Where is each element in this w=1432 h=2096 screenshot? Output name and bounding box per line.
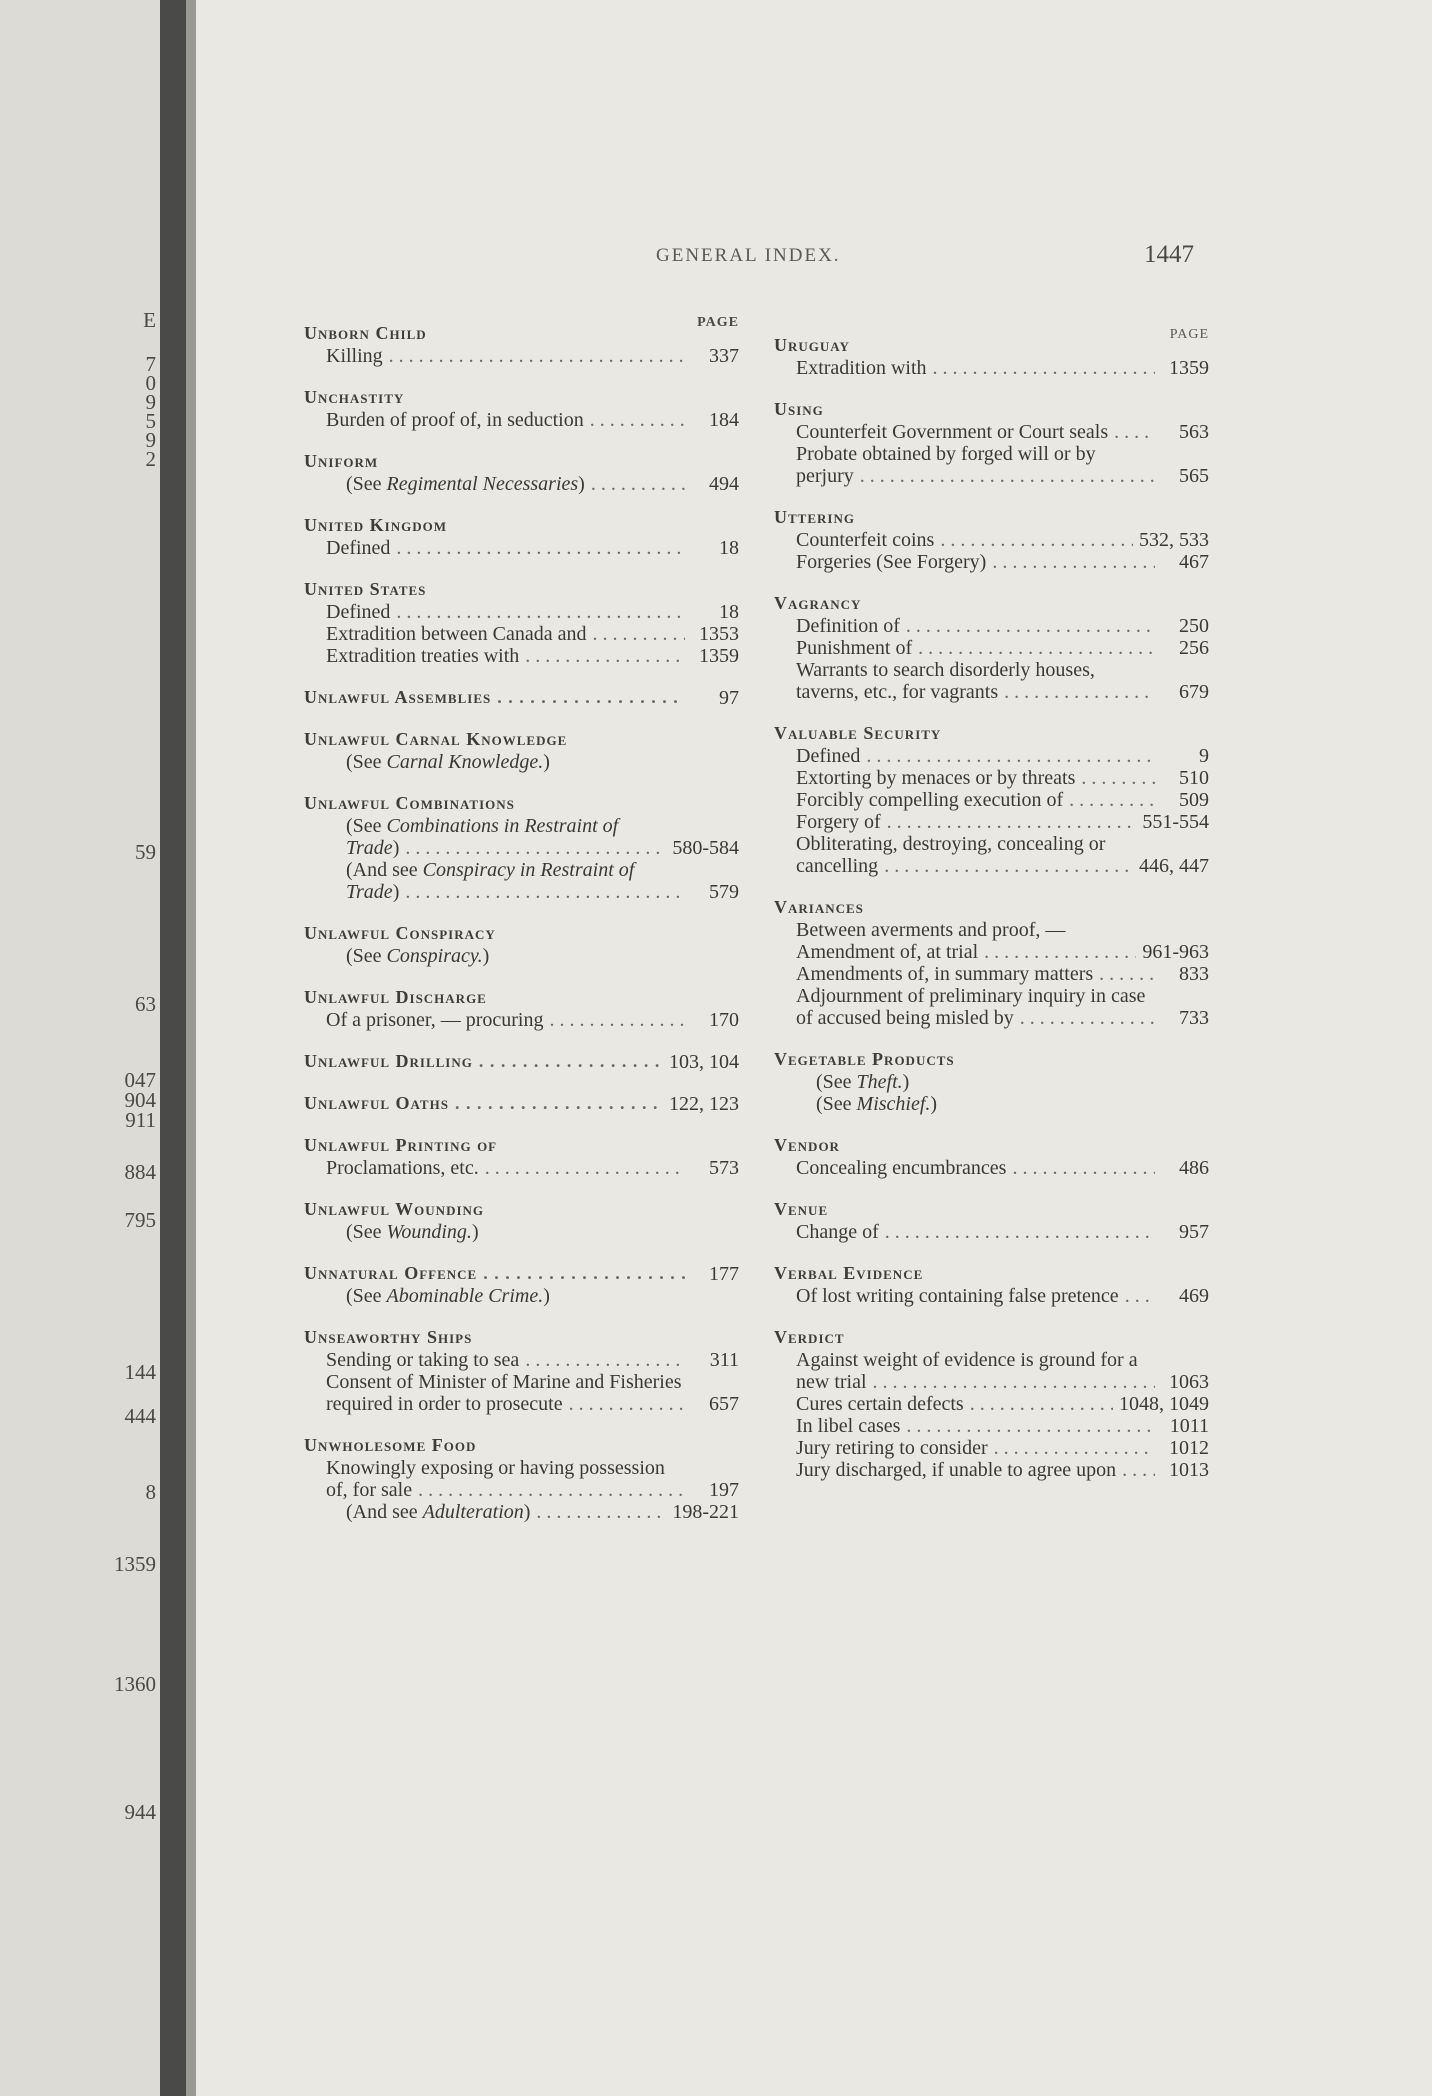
- see-suffix: ): [392, 881, 400, 903]
- subentry-text: Forgery of . . .: [796, 811, 1136, 833]
- subentry-text: Counterfeit coins . . .: [796, 529, 1133, 551]
- index-entry: [304, 321, 739, 367]
- index-subentry: [326, 409, 739, 431]
- index-heading: Unlawful Printing of: [304, 1135, 498, 1155]
- index-heading: Unlawful Discharge: [304, 987, 487, 1007]
- index-heading-row: [304, 1091, 739, 1115]
- index-subentry: [796, 659, 1209, 703]
- see-reference: [346, 859, 739, 903]
- see-target: Mischief.: [856, 1093, 931, 1115]
- see-target: Regimental Necessaries: [386, 473, 579, 495]
- index-subentry: [796, 811, 1209, 833]
- subentry-text: Against weight of evidence is ground for a new trial . . .: [796, 1349, 1155, 1393]
- index-subentry: [796, 529, 1209, 551]
- see-reference: [346, 1221, 739, 1243]
- subentry-text: Forgeries (See Forgery) . . .: [796, 551, 1155, 573]
- left-page-fragment: 63: [135, 992, 156, 1016]
- index-entry: [304, 1325, 739, 1415]
- left-page-fragment: E: [143, 308, 156, 332]
- see-suffix: ): [543, 751, 550, 773]
- index-entry: [304, 1261, 739, 1307]
- see-target: Wounding.: [386, 1221, 472, 1243]
- subentry-text: Change of . . .: [796, 1221, 1155, 1243]
- see-prefix: (See: [816, 1093, 857, 1115]
- left-page-fragment: 911: [125, 1108, 156, 1132]
- subentry-text: Defined . . .: [326, 601, 685, 623]
- page-reference: 509: [1155, 789, 1209, 811]
- index-heading: Unlawful Wounding: [304, 1199, 485, 1219]
- index-entry: [304, 1197, 739, 1243]
- see-suffix: ): [902, 1071, 910, 1093]
- page-number: 1447: [1144, 241, 1194, 268]
- index-heading: United States: [304, 579, 427, 599]
- index-entry: [304, 1433, 739, 1523]
- page-reference: 197: [685, 1479, 739, 1501]
- index-entry: [774, 333, 1209, 379]
- see-target: Carnal Knowledge.: [386, 751, 544, 773]
- index-subentry: [796, 919, 1209, 963]
- see-reference-text: [816, 1093, 1209, 1115]
- index-subentry: [326, 1349, 739, 1371]
- subentry-text: Between averments and proof, — Amendment of, at trial . . .: [796, 919, 1136, 963]
- page-reference: 1359: [1155, 357, 1209, 379]
- index-heading: Unwholesome Food: [304, 1435, 477, 1455]
- page-reference: 565: [1155, 465, 1209, 487]
- see-target: Conspiracy in Restraint of Trade: [346, 859, 635, 903]
- subentry-text: Extradition between Canada and . . .: [326, 623, 685, 645]
- index-heading: Unlawful Drilling . . .: [304, 1049, 663, 1073]
- index-heading: Unlawful Assemblies . . .: [304, 685, 685, 709]
- page-reference: 1353: [685, 623, 739, 645]
- subentry-text: Jury discharged, if unable to agree upon . . .: [796, 1459, 1155, 1481]
- see-suffix: ): [392, 837, 400, 859]
- subentry-text: Of lost writing containing false pretence . . .: [796, 1285, 1155, 1307]
- page-column-label: PAGE: [697, 315, 739, 330]
- subentry-text: Warrants to search disorderly houses, taverns, etc., for vagrants . . .: [796, 659, 1155, 703]
- index-entry: [774, 721, 1209, 877]
- left-page-fragment: 047: [124, 1068, 156, 1092]
- index-heading: Unlawful Carnal Knowledge: [304, 729, 568, 749]
- page-reference: 97: [685, 687, 739, 709]
- subentry-text: Adjournment of preliminary inquiry in case of accused being misled by . . .: [796, 985, 1155, 1029]
- see-suffix: ): [523, 1501, 531, 1523]
- index-subentry: [796, 789, 1209, 811]
- index-subentry: [796, 615, 1209, 637]
- page-column-label: PAGE: [1169, 327, 1209, 342]
- see-prefix: (See: [346, 751, 387, 773]
- see-reference-text: [346, 945, 739, 967]
- index-heading: United Kingdom: [304, 515, 448, 535]
- subentry-text: Punishment of . . .: [796, 637, 1155, 659]
- see-suffix: ): [930, 1093, 938, 1115]
- index-heading: Unchastity: [304, 387, 405, 407]
- page-reference: 510: [1155, 767, 1209, 789]
- page-reference: 494: [685, 473, 739, 495]
- see-reference: [346, 473, 739, 495]
- index-heading: Verdict: [774, 1327, 845, 1347]
- index-subentry: [796, 1221, 1209, 1243]
- index-heading: Uruguay: [774, 335, 850, 355]
- index-subentry: [796, 1157, 1209, 1179]
- subentry-text: Burden of proof of, in seduction . . .: [326, 409, 685, 431]
- index-column-right: [774, 315, 1209, 1499]
- index-heading: Venue: [774, 1199, 829, 1219]
- see-reference: [816, 1071, 1209, 1093]
- index-entry: [304, 513, 739, 559]
- book-gutter-shadow: [186, 0, 196, 2096]
- page-reference: 250: [1155, 615, 1209, 637]
- subentry-text: Extradition treaties with . . .: [326, 645, 685, 667]
- index-entry: [304, 449, 739, 495]
- index-heading: Unnatural Offence . . .: [304, 1261, 685, 1285]
- page-reference: 18: [685, 537, 739, 559]
- page-reference: 1011: [1155, 1415, 1209, 1437]
- index-subentry: [326, 345, 739, 367]
- index-entry: [774, 591, 1209, 703]
- subentry-text: Consent of Minister of Marine and Fisheries required in order to prosecute . . .: [326, 1371, 685, 1415]
- index-subentry: [326, 1457, 739, 1501]
- index-heading: Unborn Child: [304, 323, 427, 343]
- see-reference-text: [346, 815, 666, 859]
- left-page-fragment: 944: [124, 1800, 156, 1824]
- page-reference: 9: [1155, 745, 1209, 767]
- index-subentry: [796, 443, 1209, 487]
- index-subentry: [796, 1437, 1209, 1459]
- index-heading: Unlawful Oaths . . .: [304, 1091, 663, 1115]
- page-reference: 957: [1155, 1221, 1209, 1243]
- subentry-text: Of a prisoner, — procuring . . .: [326, 1009, 685, 1031]
- see-target: Adulteration: [422, 1501, 524, 1523]
- index-subentry: [796, 745, 1209, 767]
- index-subentry: [796, 985, 1209, 1029]
- see-reference-text: [346, 751, 739, 773]
- page-reference: 532, 533: [1133, 529, 1209, 551]
- left-page-edge: [0, 0, 160, 2096]
- index-heading: Vegetable Products: [774, 1049, 955, 1069]
- subentry-text: Killing . . .: [326, 345, 685, 367]
- running-title: GENERAL INDEX.: [656, 245, 841, 266]
- left-page-fragment: 2: [145, 447, 156, 471]
- index-heading-row: [304, 685, 739, 709]
- left-page-fragment: 795: [124, 1208, 156, 1232]
- see-reference-text: [346, 1501, 666, 1523]
- index-subentry: [326, 1371, 739, 1415]
- page-reference: 679: [1155, 681, 1209, 703]
- index-subentry: [796, 1349, 1209, 1393]
- index-heading: Unlawful Combinations: [304, 793, 515, 813]
- index-heading: Variances: [774, 897, 864, 917]
- see-target: Theft.: [856, 1071, 903, 1093]
- index-entry: [774, 1133, 1209, 1179]
- page-reference: 1012: [1155, 1437, 1209, 1459]
- page-reference: 580-584: [666, 837, 739, 859]
- book-gutter: [160, 0, 186, 2096]
- page-reference: 337: [685, 345, 739, 367]
- left-page-fragment: 9: [145, 390, 156, 414]
- index-subentry: [796, 1393, 1209, 1415]
- index-entry: [774, 505, 1209, 573]
- index-entry: [304, 385, 739, 431]
- see-prefix: (See: [346, 1285, 387, 1307]
- index-heading: Unseaworthy Ships: [304, 1327, 473, 1347]
- left-page-fragment: 1360: [114, 1672, 156, 1696]
- index-entry: [774, 1197, 1209, 1243]
- subentry-text: Proclamations, etc. . . .: [326, 1157, 685, 1179]
- subentry-text: Obliterating, destroying, concealing or cancelling . . .: [796, 833, 1133, 877]
- index-subentry: [796, 421, 1209, 443]
- page-reference: 1048, 1049: [1113, 1393, 1209, 1415]
- see-suffix: ): [578, 473, 585, 495]
- left-page-fragment: 444: [124, 1404, 156, 1428]
- index-subentry: [796, 767, 1209, 789]
- index-subentry: [796, 551, 1209, 573]
- index-heading: Uttering: [774, 507, 855, 527]
- left-page-fragment: 144: [124, 1360, 156, 1384]
- page-reference: 573: [685, 1157, 739, 1179]
- see-suffix: ): [543, 1285, 550, 1307]
- left-page-fragment: 59: [135, 840, 156, 864]
- index-page: [196, 0, 1432, 2096]
- index-subentry: [326, 1009, 739, 1031]
- see-prefix: (See: [346, 1221, 387, 1243]
- page-reference: 170: [685, 1009, 739, 1031]
- subentry-text: Probate obtained by forged will or by perjury . . .: [796, 443, 1155, 487]
- index-entry: [774, 1047, 1209, 1115]
- page-reference: 469: [1155, 1285, 1209, 1307]
- index-subentry: [796, 1459, 1209, 1481]
- index-heading: Valuable Security: [774, 723, 942, 743]
- subentry-text: Extorting by menaces or by threats . . .: [796, 767, 1155, 789]
- subentry-text: Sending or taking to sea . . .: [326, 1349, 685, 1371]
- subentry-text: Cures certain defects . . .: [796, 1393, 1113, 1415]
- see-reference-text: [346, 473, 685, 495]
- page-reference: 579: [685, 881, 739, 903]
- subentry-text: Jury retiring to consider . . .: [796, 1437, 1155, 1459]
- index-entry: [304, 791, 739, 903]
- see-reference-text: [346, 1285, 739, 1307]
- page-reference: 733: [1155, 1007, 1209, 1029]
- see-reference-text: [346, 859, 685, 903]
- see-reference-text: [816, 1071, 1209, 1093]
- index-entry: [304, 727, 739, 773]
- page-reference: 551-554: [1136, 811, 1209, 833]
- see-prefix: (And see: [346, 1501, 423, 1523]
- index-entry: [774, 895, 1209, 1029]
- index-entry: [304, 1049, 739, 1073]
- index-heading-row: [304, 1261, 739, 1285]
- see-prefix: (See: [346, 945, 387, 967]
- page-reference: 1063: [1155, 1371, 1209, 1393]
- index-entry: [304, 921, 739, 967]
- see-reference: [346, 945, 739, 967]
- subentry-text: Amendments of, in summary matters . . .: [796, 963, 1155, 985]
- index-subentry: [326, 537, 739, 559]
- subentry-text: Concealing encumbrances . . .: [796, 1157, 1155, 1179]
- index-entry: [304, 577, 739, 667]
- page-reference: 467: [1155, 551, 1209, 573]
- index-subentry: [326, 601, 739, 623]
- page-reference: 1013: [1155, 1459, 1209, 1481]
- see-prefix: (See: [346, 815, 387, 837]
- page-reference: 446, 447: [1133, 855, 1209, 877]
- see-suffix: ): [482, 945, 490, 967]
- see-prefix: (See: [346, 473, 387, 495]
- index-heading: Vendor: [774, 1135, 840, 1155]
- index-column-left: [304, 315, 739, 1541]
- see-target: Combinations in Restraint of Trade: [346, 815, 619, 859]
- page-reference: 177: [685, 1263, 739, 1285]
- page-reference: 184: [685, 409, 739, 431]
- index-entry: [304, 1091, 739, 1115]
- index-heading-row: [304, 1049, 739, 1073]
- index-entry: [774, 397, 1209, 487]
- see-reference: [346, 751, 739, 773]
- subentry-text: Counterfeit Government or Court seals . . .: [796, 421, 1155, 443]
- see-target: Abominable Crime.: [386, 1285, 544, 1307]
- left-page-fragment: 9: [145, 428, 156, 452]
- page-reference: 961-963: [1136, 941, 1209, 963]
- page-reference: 311: [685, 1349, 739, 1371]
- see-prefix: (And see: [346, 859, 423, 881]
- index-subentry: [796, 637, 1209, 659]
- page-reference: 256: [1155, 637, 1209, 659]
- index-entry: [774, 1325, 1209, 1481]
- index-subentry: [796, 963, 1209, 985]
- page-reference: 833: [1155, 963, 1209, 985]
- subentry-text: Forcibly compelling execution of . . .: [796, 789, 1155, 811]
- index-heading: Uniform: [304, 451, 379, 471]
- see-reference: [346, 1285, 739, 1307]
- index-subentry: [796, 1285, 1209, 1307]
- index-subentry: [796, 833, 1209, 877]
- index-subentry: [326, 1157, 739, 1179]
- index-subentry: [326, 623, 739, 645]
- index-heading: Vagrancy: [774, 593, 862, 613]
- page-reference: 657: [685, 1393, 739, 1415]
- see-reference: [346, 1501, 739, 1523]
- see-suffix: ): [471, 1221, 479, 1243]
- page-reference: 1359: [685, 645, 739, 667]
- page-reference: 122, 123: [663, 1093, 739, 1115]
- see-prefix: (See: [816, 1071, 857, 1093]
- page-reference: 198-221: [666, 1501, 739, 1523]
- page-reference: 486: [1155, 1157, 1209, 1179]
- left-page-fragment: 0: [145, 371, 156, 395]
- left-page-fragment: 5: [145, 409, 156, 433]
- index-heading: Using: [774, 399, 824, 419]
- page-reference: 18: [685, 601, 739, 623]
- index-heading: Unlawful Conspiracy: [304, 923, 496, 943]
- index-entry: [304, 685, 739, 709]
- index-subentry: [326, 645, 739, 667]
- see-reference: [816, 1093, 1209, 1115]
- page-reference: 103, 104: [663, 1051, 739, 1073]
- left-page-fragment: 884: [124, 1160, 156, 1184]
- index-entry: [304, 985, 739, 1031]
- see-target: Conspiracy.: [386, 945, 483, 967]
- subentry-text: Extradition with . . .: [796, 357, 1155, 379]
- subentry-text: Definition of . . .: [796, 615, 1155, 637]
- subentry-text: Knowingly exposing or having possession of, for sale . . .: [326, 1457, 685, 1501]
- index-entry: [304, 1133, 739, 1179]
- left-page-fragment: 904: [124, 1088, 156, 1112]
- page-header: [196, 241, 1432, 285]
- subentry-text: Defined . . .: [326, 537, 685, 559]
- see-reference: [346, 815, 739, 859]
- index-subentry: [796, 357, 1209, 379]
- subentry-text: In libel cases . . .: [796, 1415, 1155, 1437]
- see-reference-text: [346, 1221, 739, 1243]
- index-heading: Verbal Evidence: [774, 1263, 924, 1283]
- index-subentry: [796, 1415, 1209, 1437]
- page-reference: 563: [1155, 421, 1209, 443]
- left-page-fragment: 8: [145, 1480, 156, 1504]
- left-page-fragment: 1359: [114, 1552, 156, 1576]
- left-page-fragment: 7: [145, 352, 156, 376]
- index-entry: [774, 1261, 1209, 1307]
- subentry-text: Defined . . .: [796, 745, 1155, 767]
